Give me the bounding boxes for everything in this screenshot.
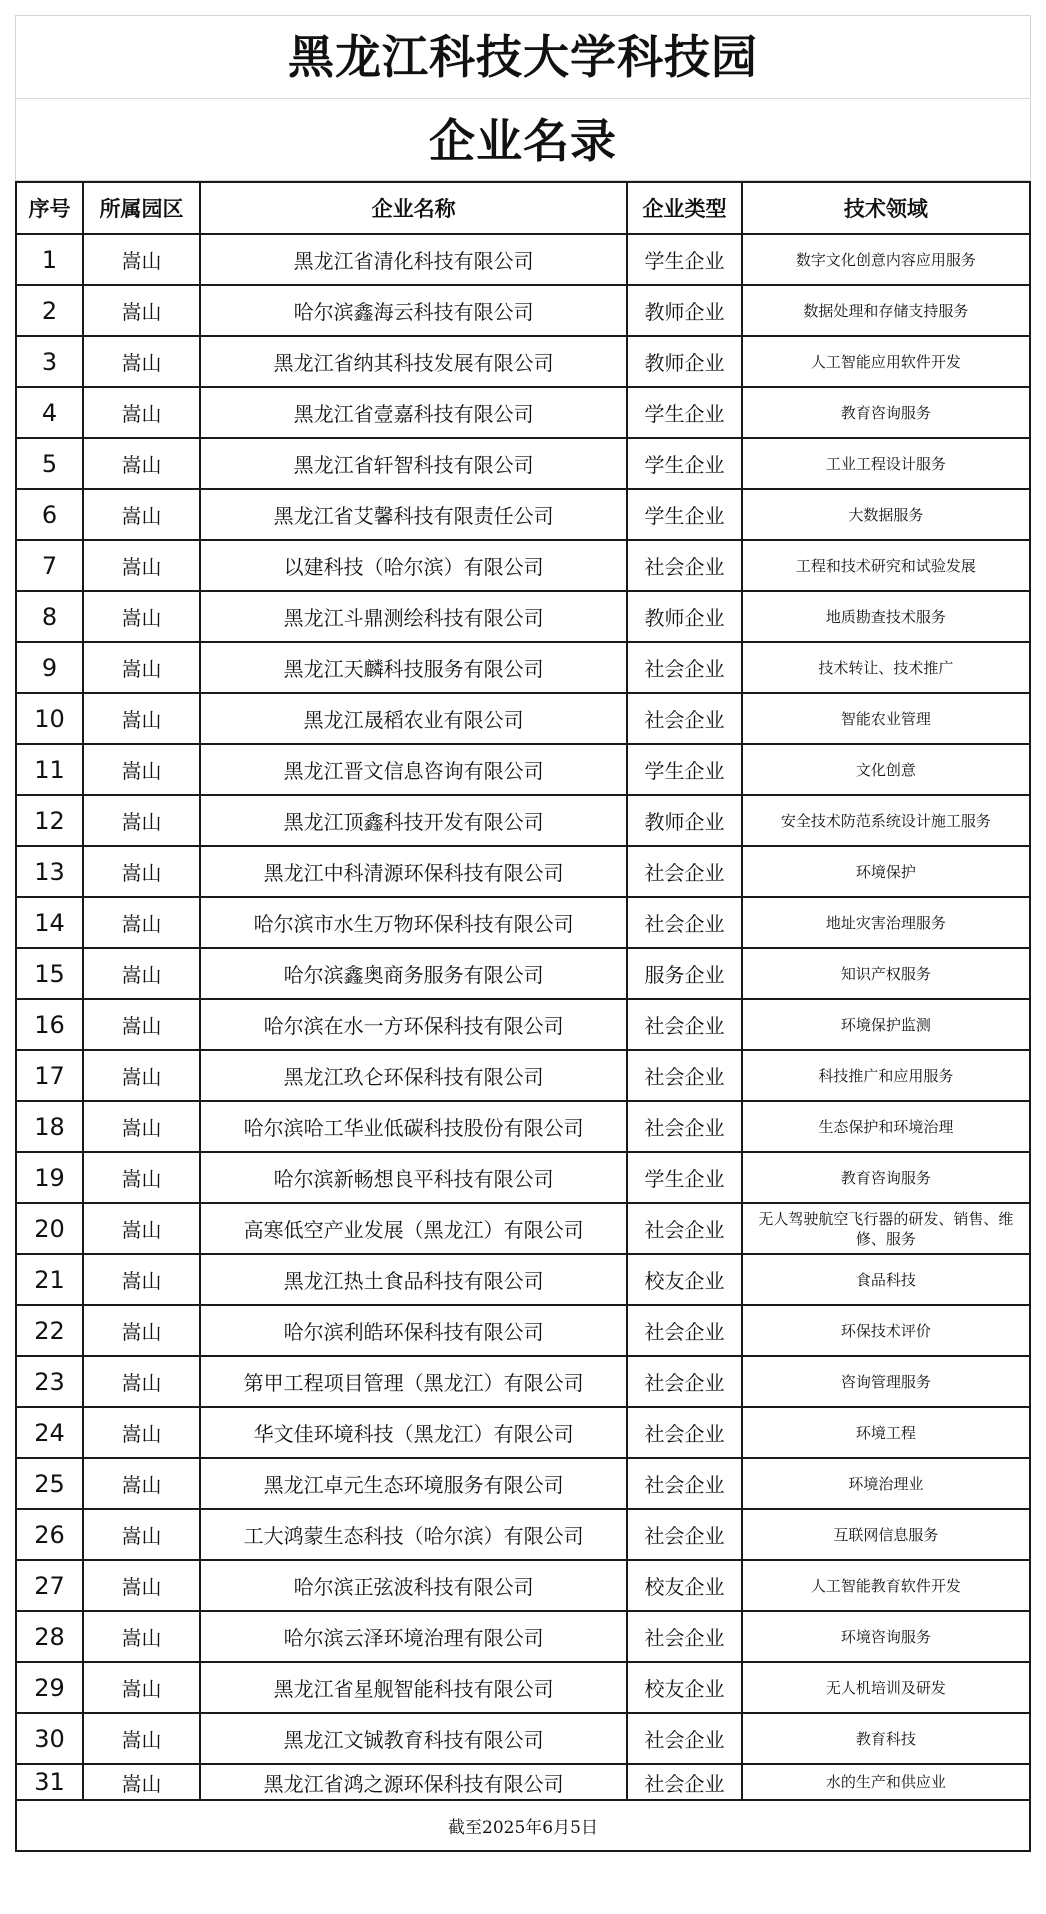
- directory-sheet: [15, 15, 1031, 1899]
- cell-tech-field: 数据处理和存储支持服务: [742, 285, 1030, 336]
- cell-company-name: 哈尔滨鑫海云科技有限公司: [200, 285, 627, 336]
- cell-no: 6: [16, 489, 83, 540]
- cell-company-type: 社会企业: [627, 1101, 741, 1152]
- cell-company-name: 黑龙江斗鼎测绘科技有限公司: [200, 591, 627, 642]
- cell-company-name: 工大鸿蒙生态科技（哈尔滨）有限公司: [200, 1509, 627, 1560]
- cell-park: 嵩山: [83, 591, 200, 642]
- cell-no: 9: [16, 642, 83, 693]
- cell-park: 嵩山: [83, 438, 200, 489]
- table-row: [16, 540, 1030, 591]
- cell-company-type: 学生企业: [627, 1152, 741, 1203]
- cell-no: 10: [16, 693, 83, 744]
- cell-company-name: 黑龙江晋文信息咨询有限公司: [200, 744, 627, 795]
- cell-company-name: 黑龙江省星舰智能科技有限公司: [200, 1662, 627, 1713]
- cell-company-type: 社会企业: [627, 1407, 741, 1458]
- cell-park: 嵩山: [83, 285, 200, 336]
- cell-company-name: 哈尔滨鑫奥商务服务有限公司: [200, 948, 627, 999]
- cell-company-name: 黑龙江省清化科技有限公司: [200, 234, 627, 285]
- table-row: [16, 1356, 1030, 1407]
- cell-company-name: 黑龙江省壹嘉科技有限公司: [200, 387, 627, 438]
- cell-company-name: 黑龙江省鸿之源环保科技有限公司: [200, 1764, 627, 1800]
- cell-park: 嵩山: [83, 540, 200, 591]
- table-row: [16, 1152, 1030, 1203]
- cell-tech-field: 水的生产和供应业: [742, 1764, 1030, 1800]
- cell-park: 嵩山: [83, 1356, 200, 1407]
- cell-park: 嵩山: [83, 1203, 200, 1254]
- cell-no: 27: [16, 1560, 83, 1611]
- cell-company-type: 教师企业: [627, 285, 741, 336]
- table-row: [16, 744, 1030, 795]
- cell-park: 嵩山: [83, 1305, 200, 1356]
- cell-park: 嵩山: [83, 1407, 200, 1458]
- table-row: [16, 1662, 1030, 1713]
- cell-no: 28: [16, 1611, 83, 1662]
- cell-company-type: 社会企业: [627, 846, 741, 897]
- cell-no: 14: [16, 897, 83, 948]
- cell-no: 3: [16, 336, 83, 387]
- table-row: [16, 1713, 1030, 1764]
- cell-tech-field: 环境保护监测: [742, 999, 1030, 1050]
- cell-company-type: 教师企业: [627, 795, 741, 846]
- table-row: [16, 591, 1030, 642]
- cell-company-name: 黑龙江文铖教育科技有限公司: [200, 1713, 627, 1764]
- table-row: [16, 1254, 1030, 1305]
- cell-tech-field: 环保技术评价: [742, 1305, 1030, 1356]
- table-row: [16, 1458, 1030, 1509]
- cell-company-type: 教师企业: [627, 336, 741, 387]
- cell-company-type: 社会企业: [627, 540, 741, 591]
- cell-park: 嵩山: [83, 693, 200, 744]
- table-row: [16, 336, 1030, 387]
- cell-company-name: 黑龙江中科清源环保科技有限公司: [200, 846, 627, 897]
- cell-park: 嵩山: [83, 489, 200, 540]
- cell-company-type: 社会企业: [627, 1509, 741, 1560]
- cell-company-name: 华文佳环境科技（黑龙江）有限公司: [200, 1407, 627, 1458]
- table-row: [16, 1305, 1030, 1356]
- cell-park: 嵩山: [83, 999, 200, 1050]
- cell-no: 18: [16, 1101, 83, 1152]
- cell-tech-field: 知识产权服务: [742, 948, 1030, 999]
- cell-no: 29: [16, 1662, 83, 1713]
- cell-no: 2: [16, 285, 83, 336]
- cell-tech-field: 生态保护和环境治理: [742, 1101, 1030, 1152]
- cell-no: 16: [16, 999, 83, 1050]
- cell-park: 嵩山: [83, 1611, 200, 1662]
- table-row: [16, 897, 1030, 948]
- cell-no: 20: [16, 1203, 83, 1254]
- cell-park: 嵩山: [83, 1458, 200, 1509]
- cell-no: 17: [16, 1050, 83, 1101]
- cell-tech-field: 食品科技: [742, 1254, 1030, 1305]
- cell-tech-field: 互联网信息服务: [742, 1509, 1030, 1560]
- enterprise-table: [15, 181, 1031, 1852]
- cell-no: 4: [16, 387, 83, 438]
- cell-tech-field: 人工智能教育软件开发: [742, 1560, 1030, 1611]
- table-row: [16, 1509, 1030, 1560]
- table-header-row: [16, 182, 1030, 234]
- cell-company-type: 社会企业: [627, 999, 741, 1050]
- cell-company-name: 哈尔滨市水生万物环保科技有限公司: [200, 897, 627, 948]
- cell-company-name: 以建科技（哈尔滨）有限公司: [200, 540, 627, 591]
- cell-company-type: 社会企业: [627, 1305, 741, 1356]
- cell-no: 19: [16, 1152, 83, 1203]
- cell-park: 嵩山: [83, 1764, 200, 1800]
- cell-park: 嵩山: [83, 1713, 200, 1764]
- cell-company-name: 第甲工程项目管理（黑龙江）有限公司: [200, 1356, 627, 1407]
- title-divider: [16, 98, 1030, 99]
- cell-no: 15: [16, 948, 83, 999]
- table-row: [16, 234, 1030, 285]
- cell-company-type: 社会企业: [627, 1203, 741, 1254]
- cell-no: 1: [16, 234, 83, 285]
- cell-park: 嵩山: [83, 1152, 200, 1203]
- cell-park: 嵩山: [83, 336, 200, 387]
- cell-company-type: 社会企业: [627, 642, 741, 693]
- table-row: [16, 693, 1030, 744]
- table-row: [16, 1101, 1030, 1152]
- cell-park: 嵩山: [83, 1254, 200, 1305]
- column-header-park: 所属园区: [83, 182, 200, 234]
- cell-tech-field: 工业工程设计服务: [742, 438, 1030, 489]
- cell-company-type: 学生企业: [627, 387, 741, 438]
- cell-no: 23: [16, 1356, 83, 1407]
- cell-park: 嵩山: [83, 387, 200, 438]
- cell-no: 25: [16, 1458, 83, 1509]
- cell-company-type: 社会企业: [627, 1050, 741, 1101]
- cell-tech-field: 教育科技: [742, 1713, 1030, 1764]
- cell-no: 21: [16, 1254, 83, 1305]
- column-header-no: 序号: [16, 182, 83, 234]
- cell-tech-field: 环境保护: [742, 846, 1030, 897]
- table-row: [16, 1560, 1030, 1611]
- table-row: [16, 999, 1030, 1050]
- cell-tech-field: 教育咨询服务: [742, 1152, 1030, 1203]
- cell-company-name: 哈尔滨新畅想良平科技有限公司: [200, 1152, 627, 1203]
- cell-park: 嵩山: [83, 1662, 200, 1713]
- cell-company-type: 学生企业: [627, 744, 741, 795]
- cell-no: 13: [16, 846, 83, 897]
- table-row: [16, 1407, 1030, 1458]
- page-title: 黑龙江科技大学科技园: [288, 30, 758, 84]
- cell-no: 24: [16, 1407, 83, 1458]
- cell-company-name: 哈尔滨云泽环境治理有限公司: [200, 1611, 627, 1662]
- table-row: [16, 1764, 1030, 1800]
- cell-tech-field: 教育咨询服务: [742, 387, 1030, 438]
- as-of-date: 截至2025年6月5日: [16, 1800, 1030, 1851]
- table-row: [16, 795, 1030, 846]
- cell-tech-field: 大数据服务: [742, 489, 1030, 540]
- cell-company-type: 社会企业: [627, 1458, 741, 1509]
- cell-company-name: 黑龙江热土食品科技有限公司: [200, 1254, 627, 1305]
- cell-park: 嵩山: [83, 234, 200, 285]
- cell-tech-field: 地址灾害治理服务: [742, 897, 1030, 948]
- cell-company-type: 学生企业: [627, 234, 741, 285]
- cell-company-type: 服务企业: [627, 948, 741, 999]
- table-footer-row: [16, 1800, 1030, 1851]
- cell-park: 嵩山: [83, 1560, 200, 1611]
- table-row: [16, 285, 1030, 336]
- cell-company-name: 黑龙江省艾馨科技有限责任公司: [200, 489, 627, 540]
- cell-company-name: 黑龙江晟稻农业有限公司: [200, 693, 627, 744]
- cell-park: 嵩山: [83, 846, 200, 897]
- cell-tech-field: 地质勘查技术服务: [742, 591, 1030, 642]
- cell-tech-field: 工程和技术研究和试验发展: [742, 540, 1030, 591]
- table-row: [16, 1203, 1030, 1254]
- cell-company-type: 学生企业: [627, 438, 741, 489]
- table-row: [16, 948, 1030, 999]
- cell-park: 嵩山: [83, 642, 200, 693]
- column-header-field: 技术领域: [742, 182, 1030, 234]
- cell-no: 7: [16, 540, 83, 591]
- cell-company-name: 黑龙江玖仑环保科技有限公司: [200, 1050, 627, 1101]
- cell-park: 嵩山: [83, 795, 200, 846]
- cell-park: 嵩山: [83, 897, 200, 948]
- cell-company-name: 黑龙江省轩智科技有限公司: [200, 438, 627, 489]
- cell-tech-field: 环境工程: [742, 1407, 1030, 1458]
- cell-no: 12: [16, 795, 83, 846]
- cell-company-name: 哈尔滨哈工华业低碳科技股份有限公司: [200, 1101, 627, 1152]
- cell-company-type: 社会企业: [627, 693, 741, 744]
- cell-tech-field: 无人驾驶航空飞行器的研发、销售、维修、服务: [742, 1203, 1030, 1254]
- cell-park: 嵩山: [83, 1509, 200, 1560]
- cell-no: 5: [16, 438, 83, 489]
- cell-company-type: 社会企业: [627, 1611, 741, 1662]
- cell-tech-field: 无人机培训及研发: [742, 1662, 1030, 1713]
- cell-company-type: 社会企业: [627, 1356, 741, 1407]
- cell-tech-field: 咨询管理服务: [742, 1356, 1030, 1407]
- cell-no: 26: [16, 1509, 83, 1560]
- cell-tech-field: 科技推广和应用服务: [742, 1050, 1030, 1101]
- cell-tech-field: 技术转让、技术推广: [742, 642, 1030, 693]
- table-row: [16, 1611, 1030, 1662]
- cell-company-type: 校友企业: [627, 1662, 741, 1713]
- table-row: [16, 642, 1030, 693]
- column-header-name: 企业名称: [200, 182, 627, 234]
- cell-tech-field: 环境治理业: [742, 1458, 1030, 1509]
- cell-tech-field: 智能农业管理: [742, 693, 1030, 744]
- cell-park: 嵩山: [83, 744, 200, 795]
- table-row: [16, 846, 1030, 897]
- cell-company-name: 哈尔滨利皓环保科技有限公司: [200, 1305, 627, 1356]
- cell-company-type: 校友企业: [627, 1560, 741, 1611]
- cell-company-name: 哈尔滨在水一方环保科技有限公司: [200, 999, 627, 1050]
- table-body: [16, 234, 1030, 1800]
- cell-company-name: 黑龙江天麟科技服务有限公司: [200, 642, 627, 693]
- cell-company-type: 教师企业: [627, 591, 741, 642]
- cell-tech-field: 安全技术防范系统设计施工服务: [742, 795, 1030, 846]
- cell-tech-field: 文化创意: [742, 744, 1030, 795]
- cell-park: 嵩山: [83, 1101, 200, 1152]
- cell-park: 嵩山: [83, 1050, 200, 1101]
- cell-company-type: 校友企业: [627, 1254, 741, 1305]
- cell-park: 嵩山: [83, 948, 200, 999]
- cell-company-name: 黑龙江省纳其科技发展有限公司: [200, 336, 627, 387]
- column-header-type: 企业类型: [627, 182, 741, 234]
- cell-company-name: 黑龙江卓元生态环境服务有限公司: [200, 1458, 627, 1509]
- cell-company-type: 社会企业: [627, 897, 741, 948]
- cell-tech-field: 环境咨询服务: [742, 1611, 1030, 1662]
- table-row: [16, 1050, 1030, 1101]
- cell-no: 11: [16, 744, 83, 795]
- cell-company-type: 社会企业: [627, 1764, 741, 1800]
- cell-no: 8: [16, 591, 83, 642]
- cell-tech-field: 人工智能应用软件开发: [742, 336, 1030, 387]
- cell-company-name: 高寒低空产业发展（黑龙江）有限公司: [200, 1203, 627, 1254]
- page-subtitle: 企业名录: [429, 114, 617, 168]
- cell-company-type: 学生企业: [627, 489, 741, 540]
- cell-company-name: 黑龙江顶鑫科技开发有限公司: [200, 795, 627, 846]
- cell-no: 22: [16, 1305, 83, 1356]
- table-row: [16, 489, 1030, 540]
- cell-tech-field: 数字文化创意内容应用服务: [742, 234, 1030, 285]
- title-block: [15, 15, 1031, 181]
- table-row: [16, 387, 1030, 438]
- cell-no: 30: [16, 1713, 83, 1764]
- table-row: [16, 438, 1030, 489]
- cell-company-name: 哈尔滨正弦波科技有限公司: [200, 1560, 627, 1611]
- cell-company-type: 社会企业: [627, 1713, 741, 1764]
- cell-no: 31: [16, 1764, 83, 1800]
